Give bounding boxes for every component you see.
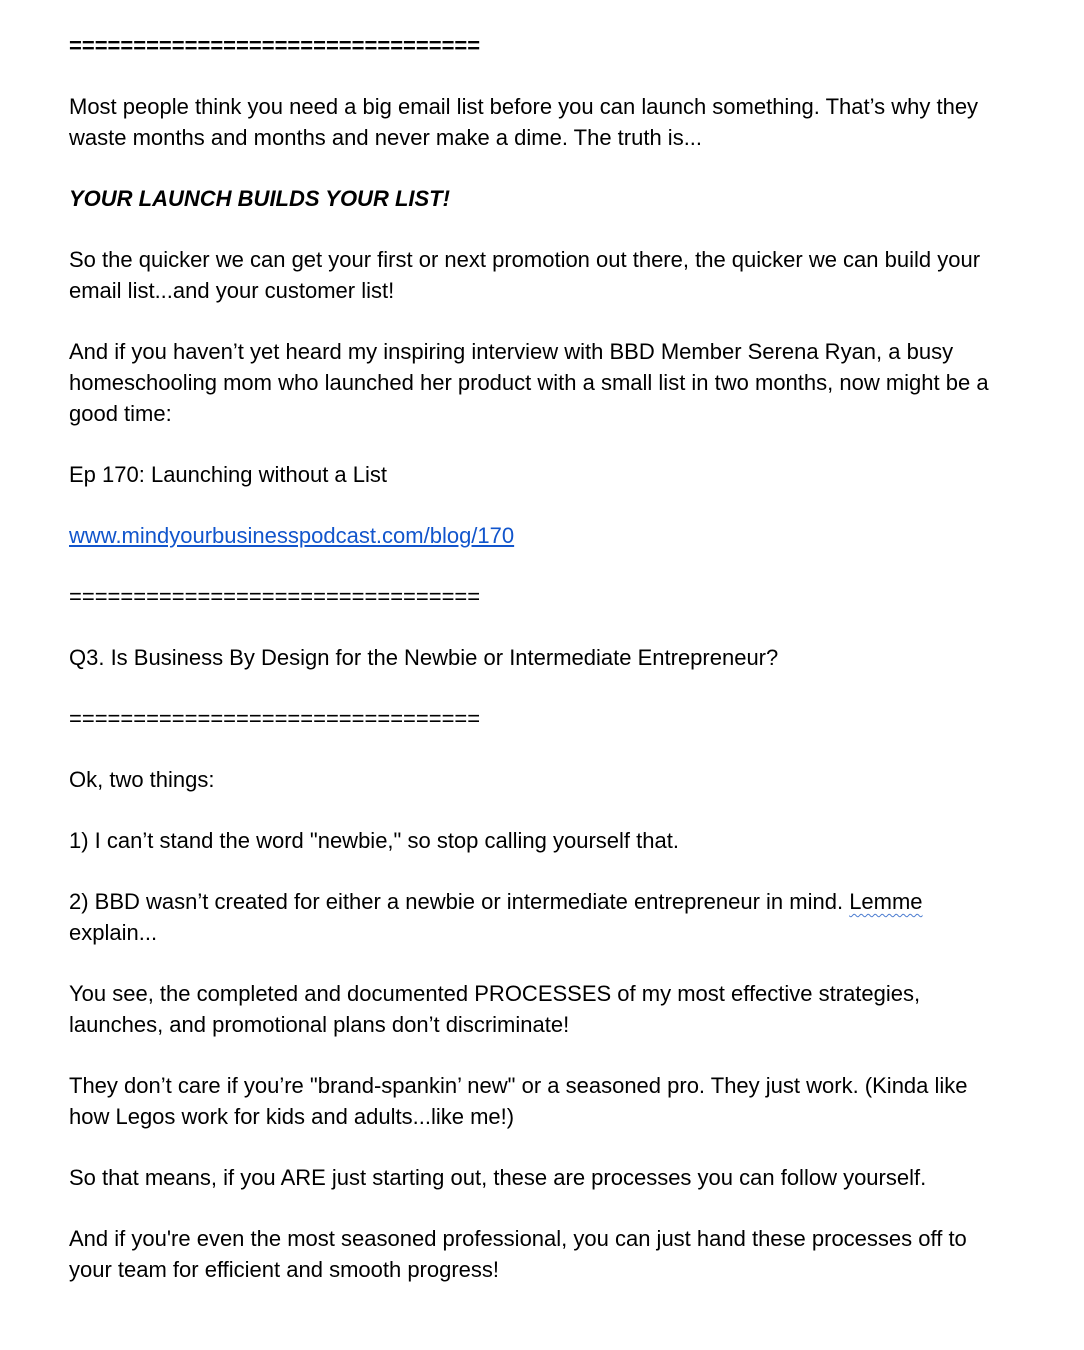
paragraph-point-one: 1) I can’t stand the word "newbie," so stop calling yourself that. xyxy=(69,828,679,853)
paragraph-interview: And if you haven’t yet heard my inspiring interview with BBD Member Serena Ryan, a busy homeschooling mom who launched her product with a small list in two months, now might be a good time: xyxy=(69,339,989,426)
paragraph-starting-out: So that means, if you ARE just starting out, these are processes you can follow yourself. xyxy=(69,1165,927,1190)
section-divider: ================================ xyxy=(69,706,481,731)
paragraph-processes: You see, the completed and documented PROCESSES of my most effective strategies, launches, and promotional plans don’t discriminate! xyxy=(69,981,921,1037)
episode-title: Ep 170: Launching without a List xyxy=(69,462,388,487)
point-two-text-end: explain... xyxy=(69,920,158,945)
paragraph-seasoned-pro: They don’t care if you’re "brand-spankin’ new" or a seasoned pro. They just work. (Kinda like how Legos work for kids and adults...like me!) xyxy=(69,1073,968,1129)
paragraph-email-list: Most people think you need a big email list before you can launch something. That’s why they waste months and months and never make a dime. The truth is... xyxy=(69,94,979,150)
point-two-text: 2) BBD wasn’t created for either a newbie or intermediate entrepreneur in mind. xyxy=(69,889,850,914)
paragraph-two-things: Ok, two things: xyxy=(69,767,215,792)
question-heading: Q3. Is Business By Design for the Newbie or Intermediate Entrepreneur? xyxy=(69,645,779,670)
episode-link[interactable]: www.mindyourbusinesspodcast.com/blog/170 xyxy=(69,523,515,548)
section-divider: ================================ xyxy=(69,584,481,609)
paragraph-point-two xyxy=(69,886,1009,948)
paragraph-quicker-promotion: So the quicker we can get your first or next promotion out there, the quicker we can build your email list...and your customer list! xyxy=(69,247,981,303)
paragraph-team: And if you're even the most seasoned professional, you can just hand these processes off to your team for efficient and smooth progress! xyxy=(69,1226,967,1282)
episode-link-paragraph xyxy=(69,520,1009,551)
section-divider: ================================ xyxy=(69,33,481,58)
spellcheck-flagged-word[interactable]: Lemme xyxy=(849,889,923,914)
document-body xyxy=(69,30,1009,1315)
headline-launch-builds-list: YOUR LAUNCH BUILDS YOUR LIST! xyxy=(69,186,450,211)
